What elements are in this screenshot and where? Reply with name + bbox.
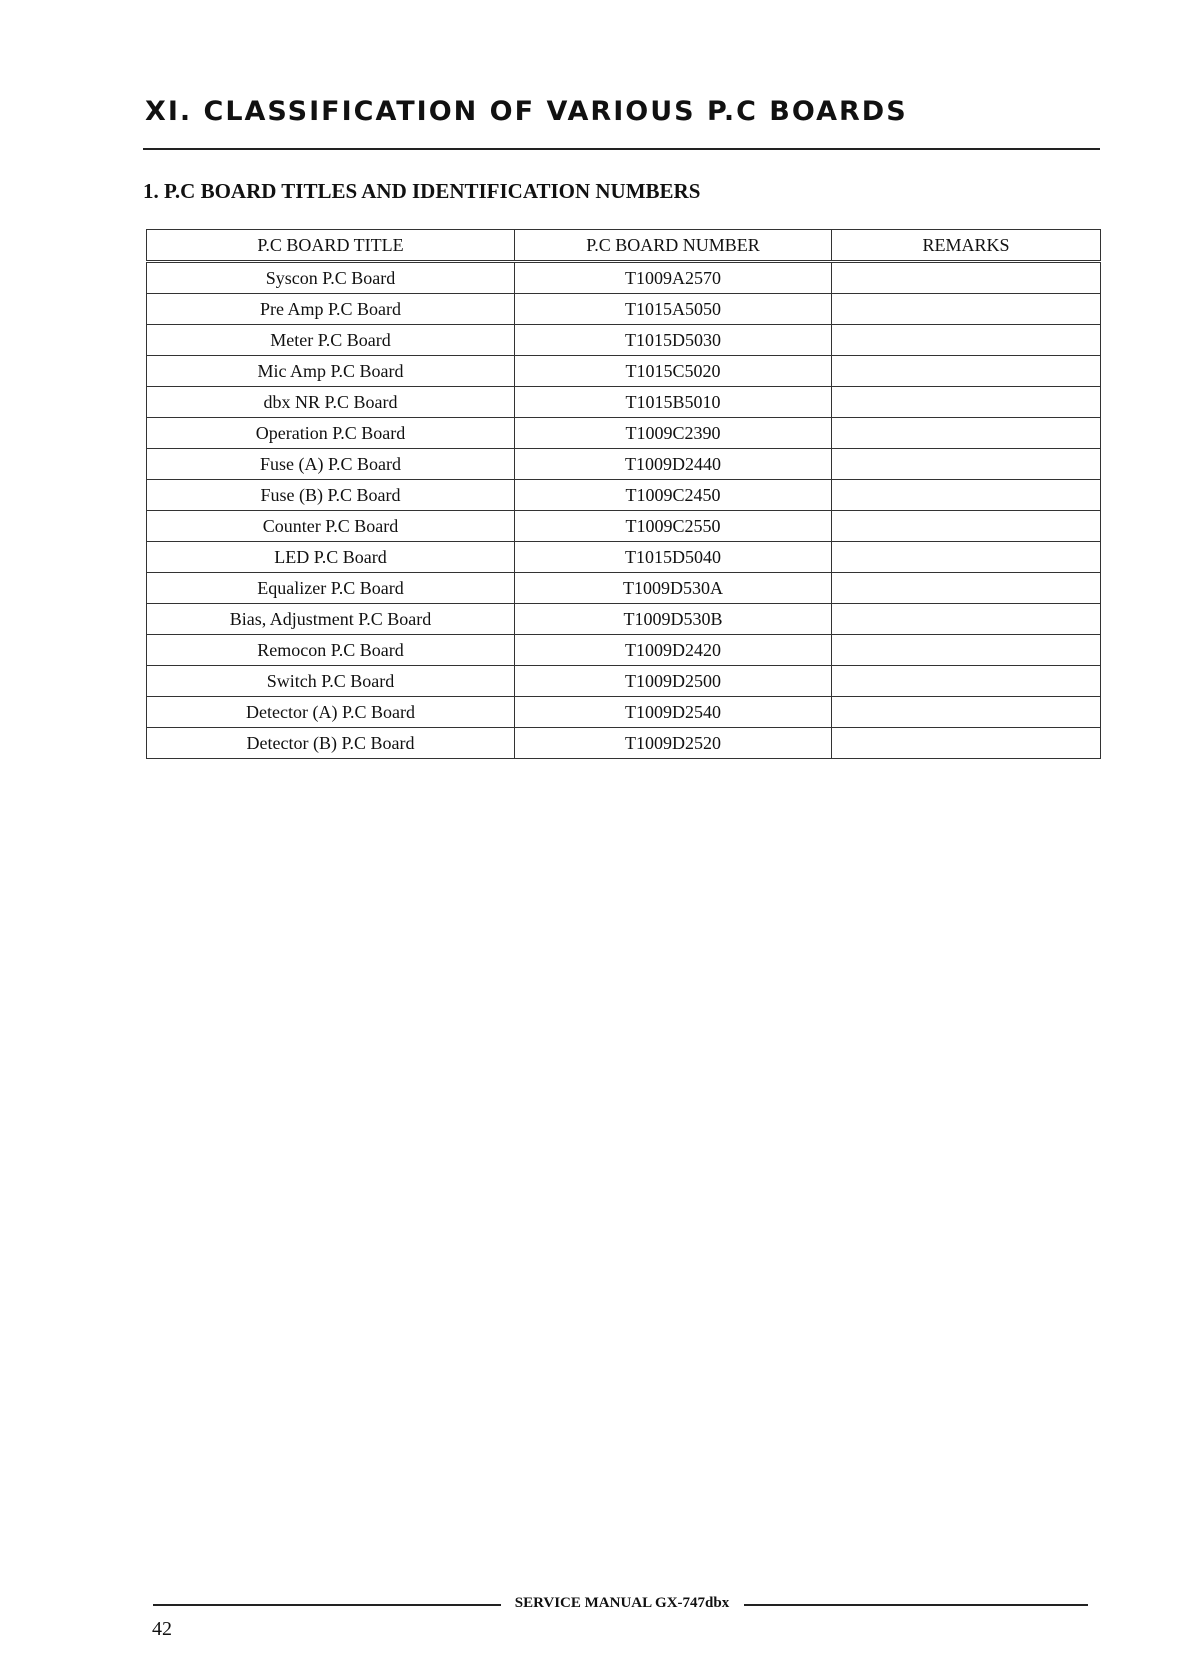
section-heading: 1. P.C BOARD TITLES AND IDENTIFICATION NUMBERS <box>143 179 701 203</box>
remarks-cell <box>832 480 1101 511</box>
board-title-cell: Remocon P.C Board <box>147 635 515 666</box>
table-row <box>147 294 1101 325</box>
table-row <box>147 697 1101 728</box>
remarks-cell <box>832 418 1101 449</box>
remarks-cell <box>832 666 1101 697</box>
board-number-cell: T1015D5030 <box>515 325 832 356</box>
header-board-number: P.C BOARD NUMBER <box>515 230 832 262</box>
table-row <box>147 262 1101 294</box>
table-row <box>147 418 1101 449</box>
chapter-title: XI. CLASSIFICATION OF VARIOUS P.C BOARDS <box>145 96 908 127</box>
board-title-cell: Detector (A) P.C Board <box>147 697 515 728</box>
remarks-cell <box>832 697 1101 728</box>
remarks-cell <box>832 449 1101 480</box>
table-row <box>147 542 1101 573</box>
board-title-cell: Fuse (B) P.C Board <box>147 480 515 511</box>
board-title-cell: Pre Amp P.C Board <box>147 294 515 325</box>
board-number-cell: T1015A5050 <box>515 294 832 325</box>
page-number: 42 <box>152 1618 172 1640</box>
board-title-cell: Detector (B) P.C Board <box>147 728 515 759</box>
board-number-cell: T1009D2500 <box>515 666 832 697</box>
board-number-cell: T1015C5020 <box>515 356 832 387</box>
header-board-title: P.C BOARD TITLE <box>147 230 515 262</box>
remarks-cell <box>832 635 1101 666</box>
board-number-cell: T1015B5010 <box>515 387 832 418</box>
board-number-cell: T1015D5040 <box>515 542 832 573</box>
board-title-cell: Operation P.C Board <box>147 418 515 449</box>
table-row <box>147 356 1101 387</box>
board-number-cell: T1009C2390 <box>515 418 832 449</box>
board-title-cell: Counter P.C Board <box>147 511 515 542</box>
board-number-cell: T1009C2550 <box>515 511 832 542</box>
table-row <box>147 728 1101 759</box>
table-row <box>147 604 1101 635</box>
board-title-cell: Mic Amp P.C Board <box>147 356 515 387</box>
header-remarks: REMARKS <box>832 230 1101 262</box>
remarks-cell <box>832 728 1101 759</box>
remarks-cell <box>832 573 1101 604</box>
footer-divider-left <box>153 1604 501 1606</box>
table-row <box>147 511 1101 542</box>
table-row <box>147 480 1101 511</box>
pc-board-table <box>146 229 1101 759</box>
board-title-cell: Syscon P.C Board <box>147 262 515 294</box>
board-title-cell: LED P.C Board <box>147 542 515 573</box>
board-title-cell: Fuse (A) P.C Board <box>147 449 515 480</box>
table-row <box>147 325 1101 356</box>
board-number-cell: T1009A2570 <box>515 262 832 294</box>
footer-manual-title: SERVICE MANUAL GX-747dbx <box>514 1595 730 1611</box>
board-title-cell: Switch P.C Board <box>147 666 515 697</box>
board-number-cell: T1009D2440 <box>515 449 832 480</box>
board-title-cell: Meter P.C Board <box>147 325 515 356</box>
table-row <box>147 635 1101 666</box>
remarks-cell <box>832 325 1101 356</box>
remarks-cell <box>832 387 1101 418</box>
remarks-cell <box>832 542 1101 573</box>
board-title-cell: Bias, Adjustment P.C Board <box>147 604 515 635</box>
table-row <box>147 573 1101 604</box>
title-divider <box>143 148 1100 150</box>
board-title-cell: Equalizer P.C Board <box>147 573 515 604</box>
footer-divider-right <box>744 1604 1088 1606</box>
board-number-cell: T1009D2520 <box>515 728 832 759</box>
remarks-cell <box>832 294 1101 325</box>
table-row <box>147 666 1101 697</box>
remarks-cell <box>832 262 1101 294</box>
remarks-cell <box>832 511 1101 542</box>
board-number-cell: T1009D530A <box>515 573 832 604</box>
board-title-cell: dbx NR P.C Board <box>147 387 515 418</box>
table-row <box>147 449 1101 480</box>
board-number-cell: T1009D530B <box>515 604 832 635</box>
board-number-cell: T1009D2420 <box>515 635 832 666</box>
table-header-row <box>147 230 1101 262</box>
board-number-cell: T1009C2450 <box>515 480 832 511</box>
table-row <box>147 387 1101 418</box>
remarks-cell <box>832 604 1101 635</box>
remarks-cell <box>832 356 1101 387</box>
board-number-cell: T1009D2540 <box>515 697 832 728</box>
